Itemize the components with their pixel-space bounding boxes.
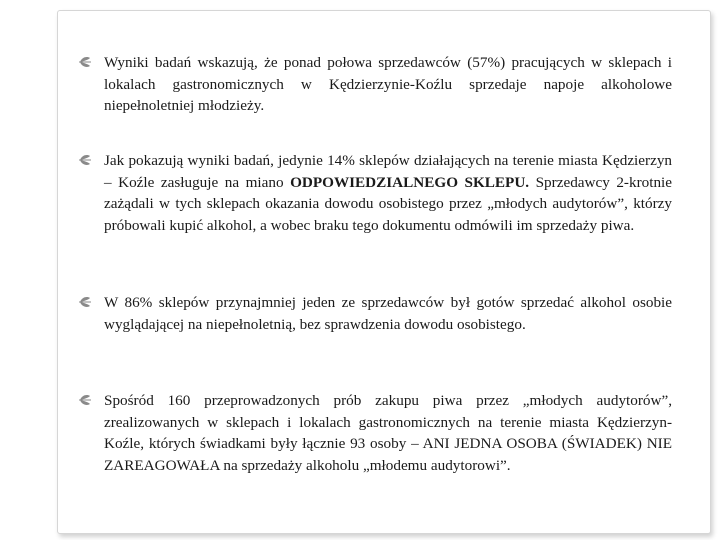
text-line: alkoholu „młodemu audytorowi”. (306, 456, 511, 474)
bullet-item (78, 292, 672, 335)
text-line: Jak pokazują wyniki badań, jedynie 14% sklepów działających na terenie (104, 152, 554, 169)
text-line: sprawdzenia dowodu osobistego. (324, 315, 526, 333)
bullet-text (104, 390, 672, 476)
text-line: był gotów sprzedać alkohol osobie wyglądającej na niepełnoletnią, bez (104, 294, 673, 333)
text-line: napoje alkoholowe niepełnoletniej młodzieży. (104, 75, 673, 114)
emphasis-text: SKLEPU. (464, 173, 530, 191)
text-line: ANI JEDNA OSOBA (ŚWIADEK) NIE ZAREAGOWAŁA na sprzedaży (104, 435, 672, 474)
bullet-text (104, 52, 672, 117)
bullet-item (78, 390, 672, 476)
bullet-text (104, 292, 672, 335)
bullet-item (78, 52, 672, 117)
bullet-text (104, 150, 672, 236)
fleuron-bullet-icon (78, 153, 92, 167)
bullet-item (78, 150, 672, 236)
text-line: a wobec braku tego dokumentu odmówili im sprzedaży piwa. (260, 216, 635, 234)
text-line: osobistego przez „młodych audytorów”, którzy próbowali kupić alkohol, (104, 195, 673, 234)
text-line: terenie miasta Kędzierzyn-Koźle, których świadkami były łącznie 93 osoby – (104, 413, 672, 452)
text-line: Wyniki badań wskazują, że ponad połowa sprzedawców (57%) pracujących (104, 54, 585, 71)
fleuron-bullet-icon (78, 393, 92, 407)
fleuron-bullet-icon (78, 55, 92, 69)
emphasis-text: ODPOWIEDZIALNEGO (290, 173, 459, 191)
text-line: Spośród 160 przeprowadzonych prób zakupu piwa przez „młodych (104, 392, 583, 409)
text-line: w sklepach i lokalach gastronomicznych w Kędzierzynie-Koźlu sprzedaje (104, 54, 672, 93)
text-line: miasta Kędzierzyn – Koźle zasługuje na miano (104, 152, 673, 191)
fleuron-bullet-icon (78, 295, 92, 309)
text-line: W 86% sklepów przynajmniej jeden ze sprzedawców (104, 294, 445, 311)
text-line: audytorów”, zrealizowanych w sklepach i lokalach gastronomicznych na (104, 392, 673, 431)
text-line: Sprzedawcy 2-krotnie zażądali w tych sklepach okazania dowodu (104, 173, 673, 212)
